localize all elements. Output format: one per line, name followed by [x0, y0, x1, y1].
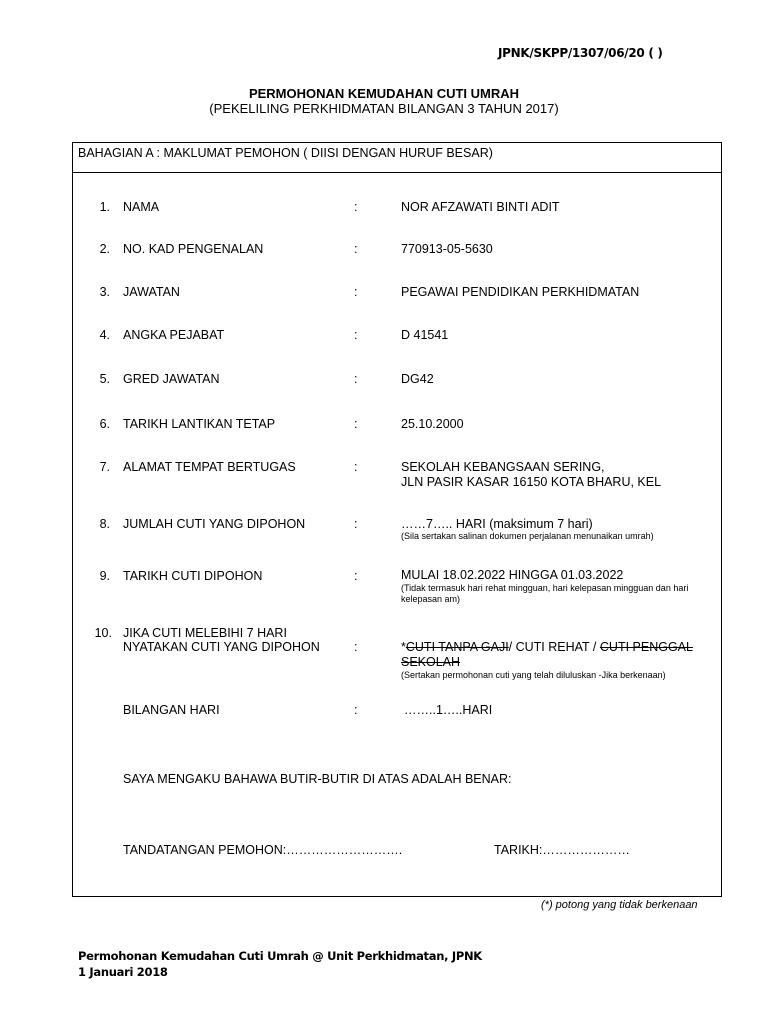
field-colon: :: [354, 285, 358, 299]
declaration-text: SAYA MENGAKU BAHAWA BUTIR-BUTIR DI ATAS ADALAH BENAR:: [123, 772, 512, 786]
field-value-tarikh-lantikan: 25.10.2000: [401, 417, 464, 431]
struck-option-sekolah: SEKOLAH: [401, 655, 461, 669]
field-note-jumlah-cuti: (Sila sertakan salinan dokumen perjalanan menunaikan umrah): [401, 531, 654, 541]
field-value-angka-pejabat: D 41541: [401, 328, 449, 342]
field-value-jawatan: PEGAWAI PENDIDIKAN PERKHIDMATAN: [401, 285, 640, 299]
field-label-tarikh-lantikan: TARIKH LANTIKAN TETAP: [123, 417, 276, 431]
date-line: TARIKH:…………………: [494, 843, 630, 857]
field-value-ic: 770913-05-5630: [401, 242, 493, 256]
form-title: PERMOHONAN KEMUDAHAN CUTI UMRAH: [248, 86, 520, 101]
field-label-nama: NAMA: [123, 200, 160, 214]
field-value-alamat-line1: SEKOLAH KEBANGSAAN SERING,: [401, 460, 605, 474]
field-label-bilangan-hari: BILANGAN HARI: [123, 703, 220, 717]
struck-option-cuti-tanpa-gaji: CUTI TANPA GAJI: [405, 640, 509, 654]
strike-instruction-note: (*) potong yang tidak berkenaan: [541, 899, 698, 911]
signature-line: TANDATANGAN PEMOHON:……………………….: [123, 843, 403, 857]
field-colon: :: [354, 372, 358, 386]
field-note-jenis-cuti: (Sertakan permohonan cuti yang telah diluluskan -Jika berkenaan): [401, 670, 666, 680]
field-colon: :: [354, 200, 358, 214]
field-value-gred: DG42: [401, 372, 434, 386]
field-number: 7.: [99, 460, 110, 474]
reference-number: JPNK/SKPP/1307/06/20 ( ): [498, 46, 663, 60]
struck-option-cuti-penggal: CUTI PENGGAL: [599, 640, 693, 654]
field-number: 4.: [99, 328, 110, 342]
field-note-tarikh-cuti: (Tidak termasuk hari rehat mingguan, hari kelepasan mingguan dan hari kelepasan am): [401, 583, 689, 604]
field-number: 8.: [99, 517, 110, 531]
field-colon: :: [354, 703, 358, 717]
footer-line-1: Permohonan Kemudahan Cuti Umrah @ Unit Perkhidmatan, JPNK: [78, 949, 482, 963]
field-colon: :: [354, 569, 358, 583]
field-colon: :: [354, 640, 358, 654]
field-label-ic: NO. KAD PENGENALAN: [123, 242, 264, 256]
field-label-nyatakan-cuti: NYATAKAN CUTI YANG DIPOHON: [123, 640, 320, 654]
field-label-gred: GRED JAWATAN: [123, 372, 220, 386]
field-number: 10.: [94, 626, 112, 640]
field-colon: :: [354, 460, 358, 474]
field-value-alamat-line2: JLN PASIR KASAR 16150 KOTA BHARU, KEL: [401, 475, 662, 489]
footer-line-2: 1 Januari 2018: [78, 965, 168, 979]
field-label-angka-pejabat: ANGKA PEJABAT: [123, 328, 225, 342]
field-label-jawatan: JAWATAN: [123, 285, 180, 299]
section-divider: [72, 172, 722, 173]
field-colon: :: [354, 328, 358, 342]
field-value-nama: NOR AFZAWATI BINTI ADIT: [401, 200, 560, 214]
selected-option-cuti-rehat: / CUTI REHAT /: [508, 640, 600, 654]
field-value-bilangan-hari: ……..1…..HARI: [404, 703, 493, 717]
field-label-jumlah-cuti: JUMLAH CUTI YANG DIPOHON: [123, 517, 306, 531]
field-label-cuti-melebihi: JIKA CUTI MELEBIHI 7 HARI: [123, 626, 287, 640]
field-number: 2.: [99, 242, 110, 256]
section-a-heading: BAHAGIAN A : MAKLUMAT PEMOHON ( DIISI DENGAN HURUF BESAR): [78, 146, 493, 160]
asterisk-mark: *: [401, 640, 406, 654]
field-number: 3.: [99, 285, 110, 299]
field-value-jenis-cuti: [401, 640, 693, 654]
field-number: 1.: [99, 200, 110, 214]
field-number: 6.: [99, 417, 110, 431]
field-label-alamat: ALAMAT TEMPAT BERTUGAS: [123, 460, 296, 474]
field-value-tarikh-cuti: MULAI 18.02.2022 HINGGA 01.03.2022: [401, 568, 624, 582]
field-colon: :: [354, 517, 358, 531]
form-subtitle: (PEKELILING PERKHIDMATAN BILANGAN 3 TAHUN 2017): [209, 101, 559, 116]
field-colon: :: [354, 242, 358, 256]
field-number: 9.: [99, 569, 110, 583]
field-colon: :: [354, 417, 358, 431]
field-number: 5.: [99, 372, 110, 386]
field-label-tarikh-cuti: TARIKH CUTI DIPOHON: [123, 569, 263, 583]
field-value-jumlah-cuti: ……7….. HARI (maksimum 7 hari): [401, 517, 593, 531]
